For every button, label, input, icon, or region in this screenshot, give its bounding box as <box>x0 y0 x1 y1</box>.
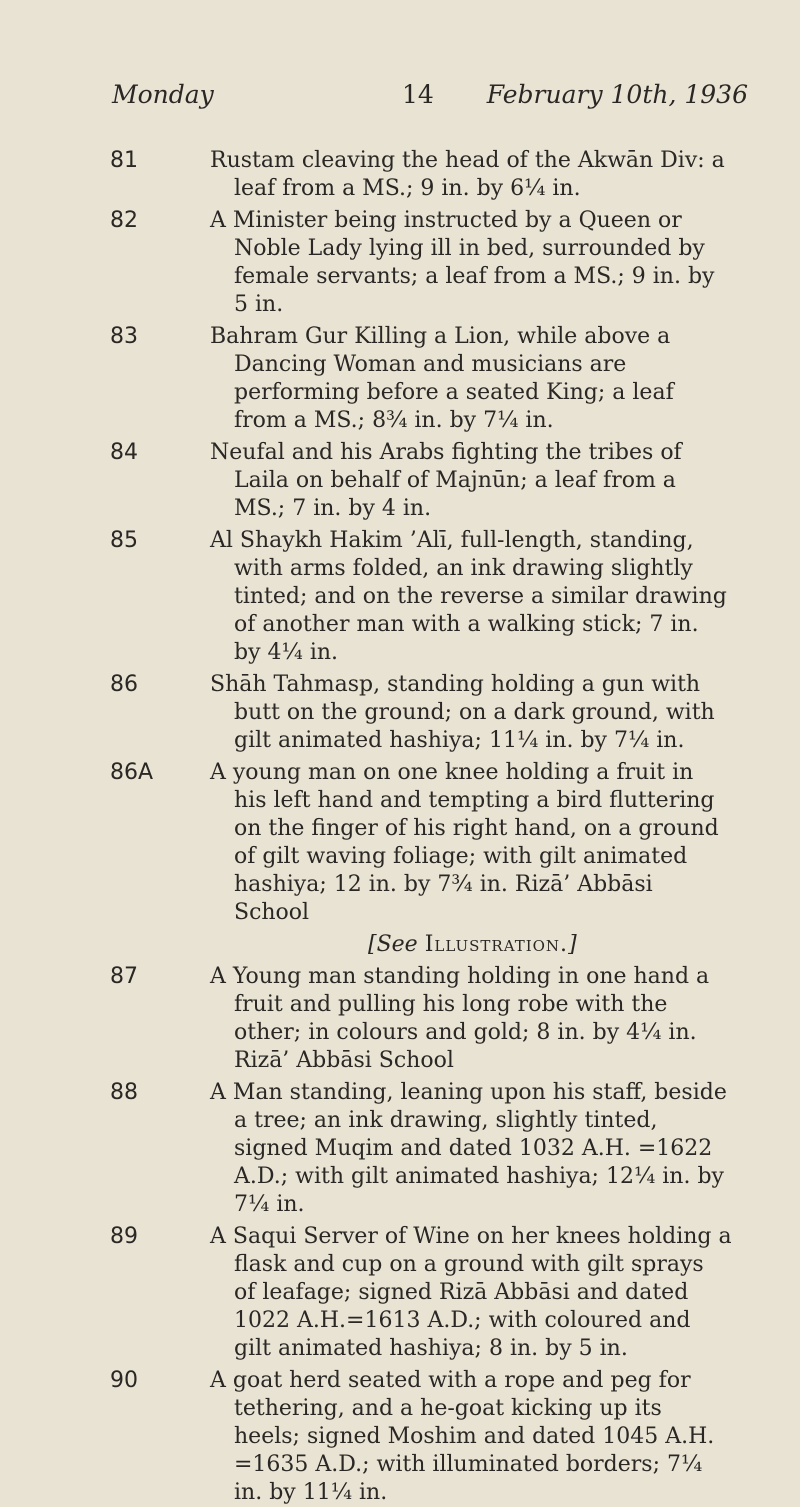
lot-description: A Saqui Server of Wine on her knees holding a flask and cup on a ground with gilt sprays of leafage; signed Rizā Abbāsi and dated 1022 A.H.=1613 A.D.; with coloured and gilt animated hashiya; 8 in. by 5 in. <box>210 1224 732 1361</box>
lot-number: 90 <box>110 1368 138 1393</box>
lot-number: 81 <box>110 148 138 173</box>
lot-description: A Man standing, leaning upon his staff, beside a tree; an ink drawing, slightly tinted, signed Muqim and dated 1032 A.H. =1622 A.D.; with gilt animated hashiya; 12¼ in. by 7¼ in. <box>210 1080 727 1217</box>
lot-number: 82 <box>110 208 138 233</box>
lot-number: 89 <box>110 1224 138 1249</box>
see-illustration-note: [See Illustration.] <box>368 932 577 957</box>
lot-description: Shāh Tahmasp, standing holding a gun with butt on the ground; on a dark ground, with gilt animated hashiya; 11¼ in. by 7¼ in. <box>210 672 715 753</box>
lot-number: 85 <box>110 528 138 553</box>
header-day: Monday <box>112 80 214 109</box>
lot-description: A goat herd seated with a rope and peg for tethering, and a he-goat kicking up its heels; signed Moshim and dated 1045 A.H. =1635 A.D.; with illuminated borders; 7¼ in. by 11¼ in. <box>210 1368 715 1505</box>
lot-description: A Young man standing holding in one hand a fruit and pulling his long robe with the other; in colours and gold; 8 in. by 4¼ in. Rizā’ Abbāsi School <box>210 964 710 1073</box>
lot-description: Rustam cleaving the head of the Akwān Div: a leaf from a MS.; 9 in. by 6¼ in. <box>210 148 725 201</box>
lot-number: 87 <box>110 964 138 989</box>
lot-description: Al Shaykh Hakim ’Alī, full-length, standing, with arms folded, an ink drawing slightly tinted; and on the reverse a similar drawing of another man with a walking stick; 7 in. by 4¼ in. <box>210 528 727 665</box>
lot-number: 83 <box>110 324 138 349</box>
header-date: February 10th, 1936 <box>486 80 748 109</box>
lot-number: 88 <box>110 1080 138 1105</box>
lot-description: A Minister being instructed by a Queen or Noble Lady lying ill in bed, surrounded by female servants; a leaf from a MS.; 9 in. by 5 in. <box>210 208 715 317</box>
lot-description: Bahram Gur Killing a Lion, while above a Dancing Woman and musicians are performing before a seated King; a leaf from a MS.; 8¾ in. by 7¼ in. <box>210 324 674 433</box>
lot-number: 86 <box>110 672 138 697</box>
lot-description: Neufal and his Arabs fighting the tribes of Laila on behalf of Majnūn; a leaf from a MS.; 7 in. by 4 in. <box>210 440 682 521</box>
lot-description: A young man on one knee holding a fruit in his left hand and tempting a bird fluttering on the finger of his right hand, on a ground of gilt waving foliage; with gilt animated hashiya; 12 in. by 7¾ in. Rizā’ Abbāsi School <box>210 760 719 925</box>
lot-number: 84 <box>110 440 138 465</box>
header-page-number: 14 <box>402 80 434 109</box>
lot-number: 86A <box>110 760 154 785</box>
page-header <box>112 80 748 120</box>
